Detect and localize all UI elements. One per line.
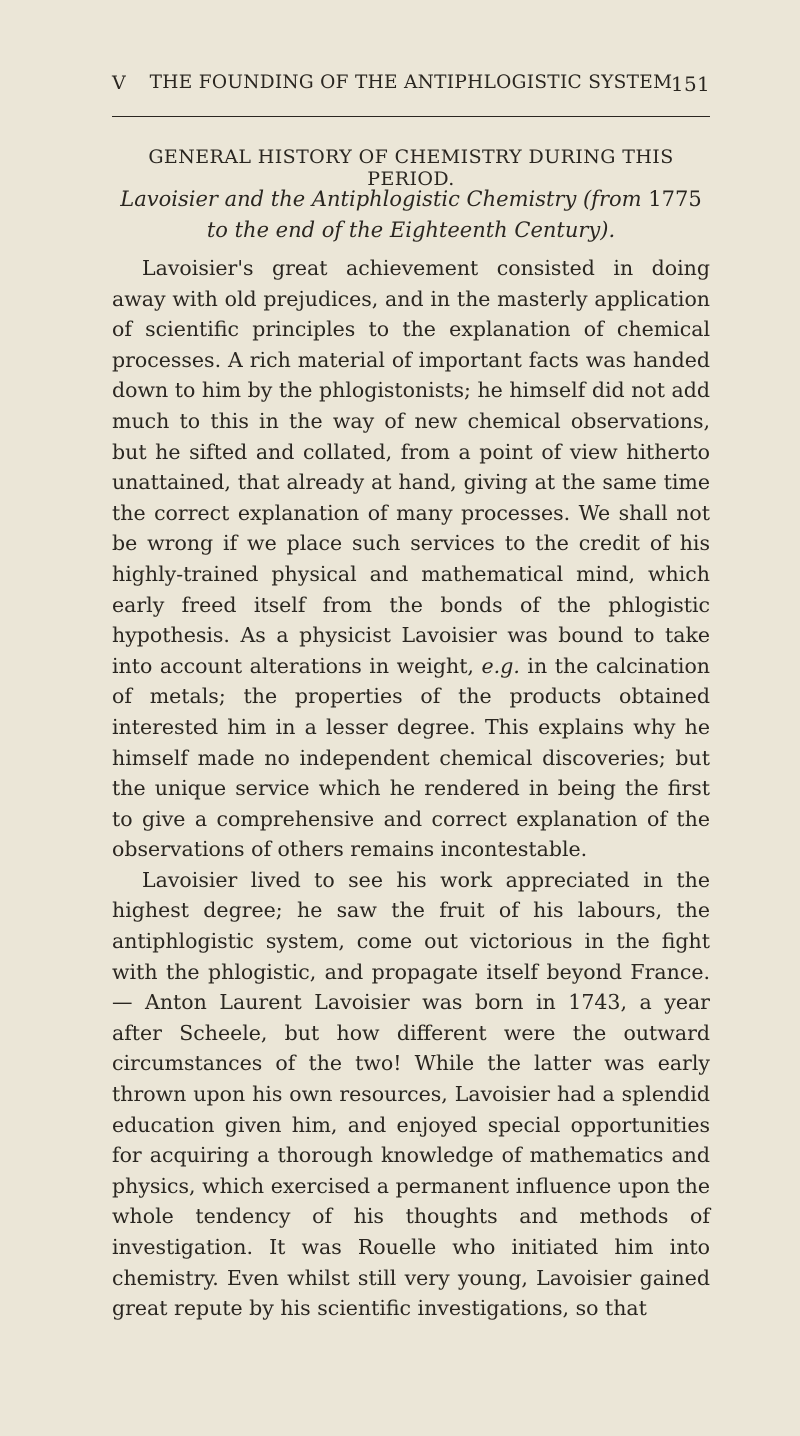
body-text bbox=[112, 253, 710, 1324]
section-subtitle bbox=[112, 184, 710, 246]
header-rule bbox=[112, 116, 710, 117]
paragraph-1 bbox=[112, 253, 710, 865]
paragraph-2: Lavoisier lived to see his work appreciated in the highest degree; he saw the fruit of his labours, the antiphlogistic system, come out victorious in the fight with the phlogistic, and propagate itself beyond France. — Anton Laurent Lavoisier was born in 1743, a year after Scheele, but how different were the outward circumstances of the two! While the latter was early thrown upon his own resources, Lavoisier had a splendid education given him, and enjoyed special opportunities for acquiring a thorough knowledge of mathematics and physics, which exercised a permanent influence upon the whole tendency of his thoughts and methods of investigation. It was Rouelle who initiated him into chemistry. Even whilst still very young, Lavoisier gained great repute by his scientific investigations, so that bbox=[112, 867, 710, 1321]
section-heading: GENERAL HISTORY OF CHEMISTRY DURING THIS PERIOD. bbox=[148, 146, 674, 190]
paragraph-1-eg: e.g. bbox=[481, 653, 520, 678]
running-head-title: THE FOUNDING OF THE ANTIPHLOGISTIC SYSTEM bbox=[149, 72, 673, 93]
subtitle-part-2: to the end of the Eighteenth Century). bbox=[206, 218, 616, 242]
running-head bbox=[112, 72, 710, 102]
chapter-number: V bbox=[112, 72, 127, 94]
subtitle-part-1: Lavoisier and the Antiphlogistic Chemistry (from bbox=[120, 187, 649, 211]
paragraph-1-text-b: in the calcination of metals; the properties of the products obtained interested him in a lesser degree. This explains why he himself made no independent chemical discoveries; but the unique service which he rendered in being the first to give a comprehensive and correct explanation of the observations of others remains incontestable. bbox=[112, 653, 710, 862]
subtitle-year: 1775 bbox=[648, 187, 702, 211]
paragraph-1-text-a: Lavoisier's great achievement consisted in doing away with old prejudices, and in the masterly application of scientific principles to the explanation of chemical processes. A rich material of important facts was handed down to him by the phlogistonists; he himself did not add much to this in the way of new chemical observations, but he sifted and collated, from a point of view hitherto unattained, that already at hand, giving at the same time the correct explanation of many processes. We shall not be wrong if we place such services to the credit of his highly-trained physical and mathematical mind, which early freed itself from the bonds of the phlogistic hypothesis. As a physicist Lavoisier was bound to take into account alterations in weight, bbox=[112, 256, 710, 678]
page-number: 151 bbox=[670, 72, 710, 96]
